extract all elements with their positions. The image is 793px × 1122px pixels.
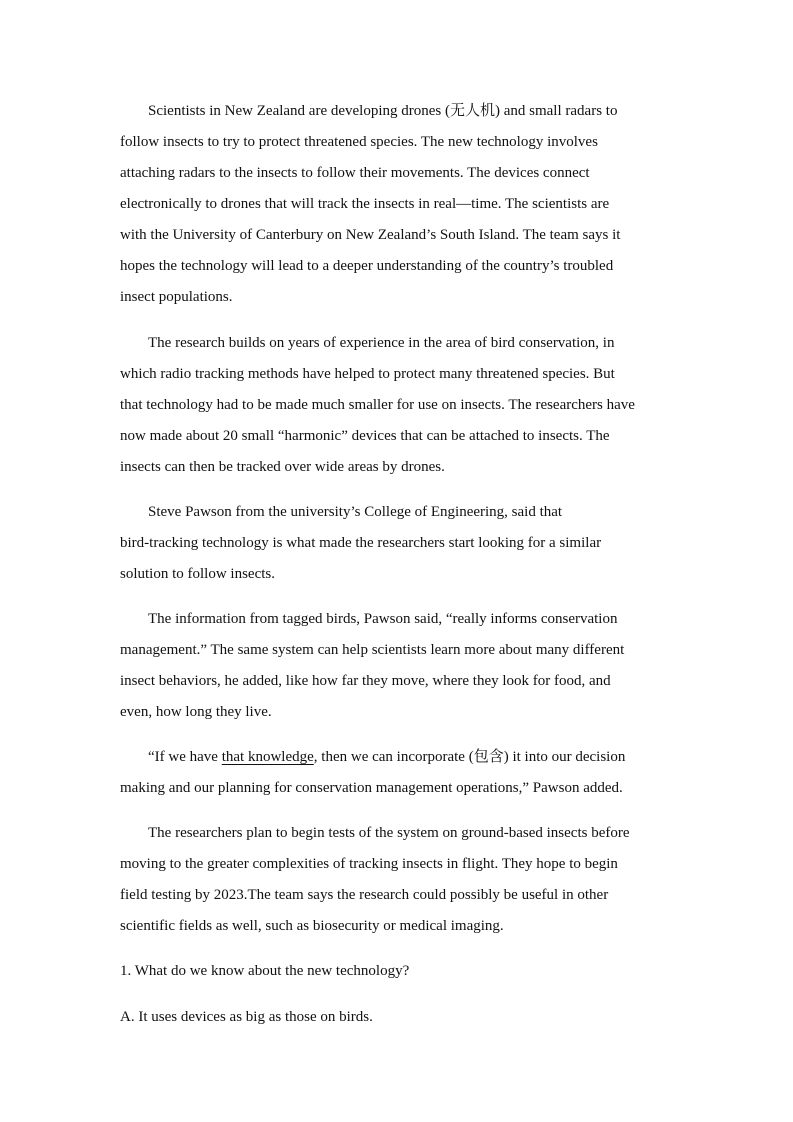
- paragraph-line: solution to follow insects.: [120, 566, 275, 582]
- option-line: A. It uses devices as big as those on birds.: [120, 1009, 373, 1025]
- paragraph-line: making and our planning for conservation management operations,” Pawson added.: [120, 780, 623, 796]
- paragraph-line: The research builds on years of experience in the area of bird conservation, in: [148, 335, 615, 351]
- quote-continue-text: , then we can incorporate (包含) it into our decision: [313, 749, 626, 765]
- paragraph-line: The researchers plan to begin tests of the system on ground-based insects before: [148, 825, 630, 841]
- paragraph-line: that technology had to be made much smaller for use on insects. The researchers have: [120, 397, 635, 413]
- paragraph-1: [120, 96, 680, 313]
- paragraph-line: which radio tracking methods have helped to protect many threatened species. But: [120, 366, 615, 382]
- paragraph-line: follow insects to try to protect threatened species. The new technology involves: [120, 134, 598, 150]
- paragraph-line: even, how long they live.: [120, 704, 272, 720]
- paragraph-line: [120, 742, 680, 773]
- paragraph-line: Steve Pawson from the university’s College of Engineering, said that: [148, 504, 563, 520]
- paragraph-5: [120, 742, 680, 804]
- paragraph-line: now made about 20 small “harmonic” devices that can be attached to insects. The: [120, 428, 610, 444]
- paragraph-line: hopes the technology will lead to a deeper understanding of the country’s troubled: [120, 258, 614, 274]
- paragraph-line: attaching radars to the insects to follow their movements. The devices connect: [120, 165, 590, 181]
- paragraph-6: [120, 818, 680, 942]
- paragraph-line: scientific fields as well, such as biosecurity or medical imaging.: [120, 918, 504, 934]
- question-line: 1. What do we know about the new technology?: [120, 963, 410, 979]
- question-text: [120, 956, 680, 987]
- option-a: [120, 1002, 680, 1033]
- paragraph-3: [120, 497, 680, 590]
- paragraph-line: insect populations.: [120, 289, 233, 305]
- paragraph-4: [120, 604, 680, 728]
- paragraph-line: with the University of Canterbury on New Zealand’s South Island. The team says it: [120, 227, 621, 243]
- quote-start-text: “If we have: [148, 749, 222, 765]
- paragraph-line: field testing by 2023.The team says the research could possibly be useful in other: [120, 887, 609, 903]
- underlined-phrase: that knowledge: [221, 749, 314, 765]
- paragraph-line: bird-tracking technology is what made the researchers start looking for a similar: [120, 535, 602, 551]
- paragraph-line: Scientists in New Zealand are developing drones (无人机) and small radars to: [148, 103, 618, 119]
- paragraph-2: [120, 328, 680, 483]
- paragraph-line: insect behaviors, he added, like how far they move, where they look for food, and: [120, 673, 611, 689]
- paragraph-line: insects can then be tracked over wide areas by drones.: [120, 459, 445, 475]
- paragraph-line: moving to the greater complexities of tracking insects in flight. They hope to begin: [120, 856, 618, 872]
- paragraph-line: management.” The same system can help scientists learn more about many different: [120, 642, 625, 658]
- paragraph-line: The information from tagged birds, Pawson said, “really informs conservation: [148, 611, 618, 627]
- paragraph-line: electronically to drones that will track the insects in real—time. The scientists are: [120, 196, 610, 212]
